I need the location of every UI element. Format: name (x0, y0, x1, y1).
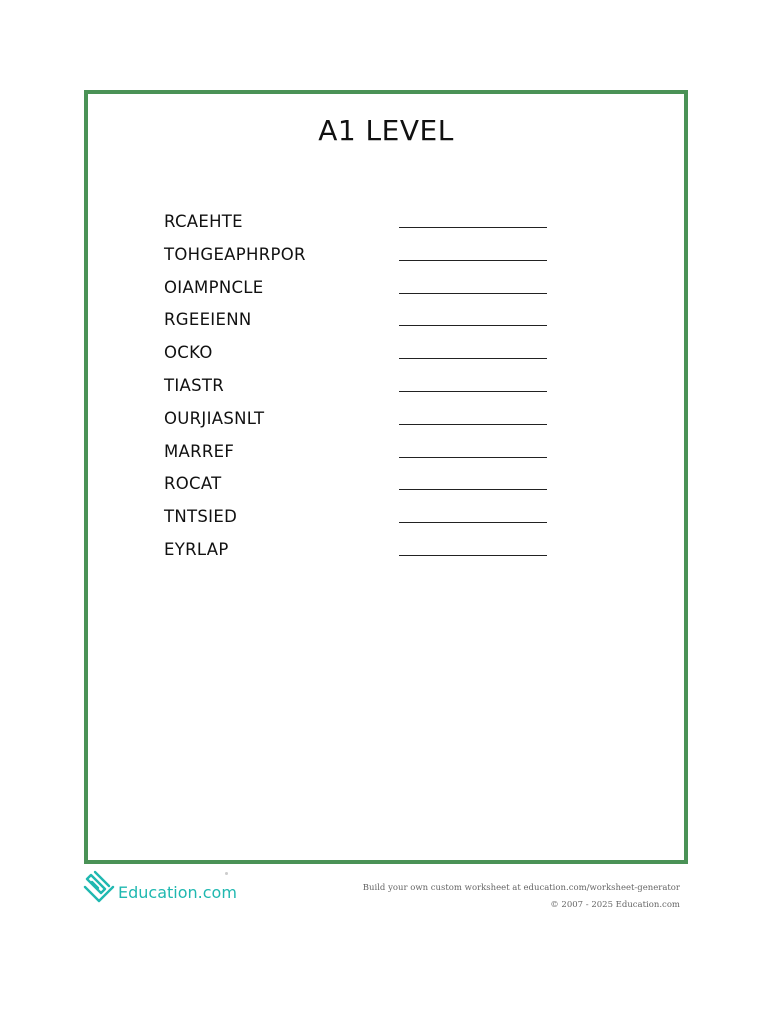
answer-blank-line[interactable] (399, 555, 547, 556)
answer-blank-line[interactable] (399, 424, 547, 425)
worksheet-title: A1 LEVEL (318, 114, 454, 147)
word-row (164, 276, 564, 309)
word-row (164, 440, 564, 473)
scrambled-word-list (164, 210, 564, 571)
copyright-text: © 2007 - 2025 Education.com (550, 900, 680, 910)
answer-blank-line[interactable] (399, 457, 547, 458)
answer-blank-line[interactable] (399, 325, 547, 326)
word-row (164, 308, 564, 341)
scrambled-word: OURJIASNLT (164, 408, 265, 428)
word-row (164, 407, 564, 440)
scrambled-word: TNTSIED (164, 507, 238, 527)
answer-blank-line[interactable] (399, 227, 547, 228)
scrambled-word: OIAMPNCLE (164, 277, 264, 297)
decorative-dot (225, 872, 228, 875)
education-logo[interactable] (82, 868, 237, 908)
word-row (164, 243, 564, 276)
logo-wordmark: Education.com (118, 882, 237, 902)
answer-blank-line[interactable] (399, 391, 547, 392)
answer-blank-line[interactable] (399, 522, 547, 523)
generator-note: Build your own custom worksheet at education.com/worksheet-generator (362, 883, 680, 893)
scrambled-word: RGEEIENN (164, 310, 252, 330)
answer-blank-line[interactable] (399, 260, 547, 261)
scrambled-word: RCAEHTE (164, 212, 243, 231)
word-row (164, 341, 564, 374)
paperclip-logo-icon (82, 870, 116, 906)
answer-blank-line[interactable] (399, 489, 547, 490)
scrambled-word: OCKO (164, 343, 213, 363)
word-row (164, 505, 564, 538)
word-row (164, 210, 564, 243)
word-row (164, 538, 564, 571)
scrambled-word: MARREF (164, 441, 235, 461)
word-row (164, 472, 564, 505)
scrambled-word: TOHGEAPHRPOR (164, 244, 306, 264)
scrambled-word: EYRLAP (164, 539, 229, 559)
word-row (164, 374, 564, 407)
answer-blank-line[interactable] (399, 293, 547, 294)
worksheet-frame (84, 90, 688, 864)
scrambled-word: TIASTR (164, 375, 225, 395)
scrambled-word: ROCAT (164, 474, 222, 494)
answer-blank-line[interactable] (399, 358, 547, 359)
